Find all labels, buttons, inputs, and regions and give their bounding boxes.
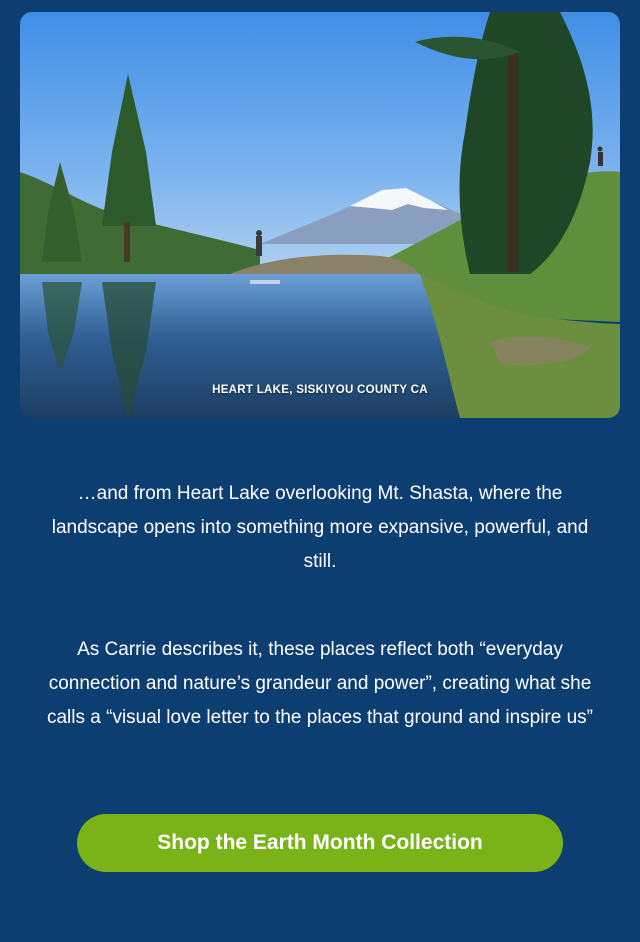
lake-mountain-landscape-photo [20, 12, 620, 418]
quote-paragraph: As Carrie describes it, these places reflect both “everyday connection and nature’s grandeur and power”, creating what she calls a “visual love letter to the places that ground and inspire us” [46, 639, 594, 728]
photo-caption: HEART LAKE, SISKIYOU COUNTY CA [212, 384, 428, 396]
intro-paragraph: …and from Heart Lake overlooking Mt. Shasta, where the landscape opens into something more expansive, powerful, and still. [51, 483, 589, 572]
hero-photo[interactable] [20, 12, 620, 418]
shop-collection-button[interactable]: Shop the Earth Month Collection [77, 814, 563, 872]
